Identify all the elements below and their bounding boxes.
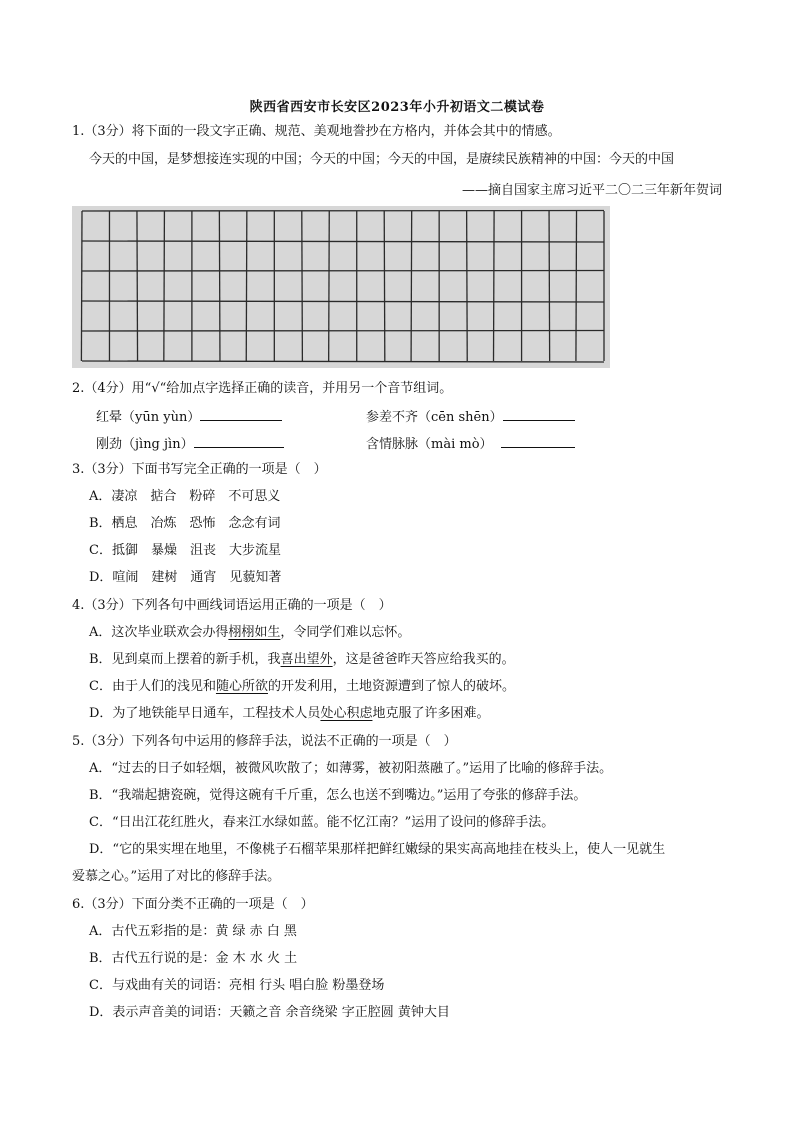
grid-line-vertical: [246, 211, 247, 361]
q4-option-a[interactable]: [89, 625, 410, 641]
q2-item-4: [366, 435, 575, 453]
q2-item-2: [366, 408, 575, 426]
q4-option-c[interactable]: [89, 679, 515, 695]
q2-answer-blank-3[interactable]: [194, 435, 284, 448]
q1-passage: 今天的中国，是梦想接连实现的中国；今天的中国；今天的中国，是赓续民族精神的中国：今天的中国: [89, 152, 675, 167]
writing-grid[interactable]: [72, 206, 610, 368]
grid-line-vertical: [81, 211, 82, 361]
grid-line-vertical: [384, 211, 385, 361]
grid-line-vertical: [302, 211, 303, 361]
q2-answer-blank-2[interactable]: [503, 408, 575, 421]
q5-option-d[interactable]: D．“它的果实埋在地里，不像桃子石榴苹果那样把鲜红嫩绿的果实高高地挂在枝头上，使人一见就生: [89, 842, 666, 857]
q4-option-d-underlined: 处心积虑: [320, 706, 373, 721]
q4-option-d-pre: D．为了地铁能早日通车，工程技术人员: [89, 706, 321, 721]
q4-option-b-pre: B．见到桌而上摆着的新手机，我: [89, 652, 281, 667]
q3-stem: 3.（3分）下面书写完全正确的一项是（ ）: [72, 462, 327, 477]
q6-option-d[interactable]: D．表示声音美的词语：天籁之音 余音绕梁 字正腔圆 黄钟大目: [89, 1005, 450, 1020]
grid-line-horizontal: [82, 271, 604, 272]
q1-source: ——摘自国家主席习近平二〇二三年新年贺词: [461, 183, 722, 198]
grid-line-horizontal: [82, 331, 604, 332]
q4-option-a-underlined: 栩栩如生: [228, 625, 281, 640]
q2-answer-blank-4[interactable]: [501, 435, 575, 448]
q5-option-c[interactable]: C．“日出江花红胜火，春来江水绿如蓝。能不忆江南？”运用了设问的修辞手法。: [89, 815, 555, 830]
exam-title: 陕西省西安市长安区2023年小升初语文二模试卷: [249, 100, 545, 115]
q6-option-b[interactable]: B．古代五行说的是：金 木 水 火 土: [89, 951, 298, 966]
grid-line-vertical: [137, 211, 138, 361]
q5-option-a[interactable]: A．“过去的日子如轻烟，被微风吹散了；如薄雾，被初阳蒸融了。”运用了比喻的修辞手法。: [89, 761, 613, 776]
grid-line-vertical: [164, 211, 165, 361]
q6-option-c[interactable]: C．与戏曲有关的词语：亮相 行头 唱白脸 粉墨登场: [89, 978, 385, 993]
q4-stem: 4.（3分）下列各句中画线词语运用正确的一项是（ ）: [72, 598, 392, 613]
q4-option-d-post: 地克服了许多困难。: [372, 706, 490, 721]
grid-line-horizontal: [82, 301, 604, 302]
q2-item-4-text: 含情脉脉（mài mò）: [366, 437, 493, 452]
grid-line-vertical: [329, 211, 330, 361]
grid-line-horizontal: [82, 211, 604, 212]
q2-item-1-text: 红晕（yūn yùn）: [96, 410, 201, 425]
q3-option-c[interactable]: C．抵御 暴燥 沮丧 大步流星: [89, 543, 281, 558]
q5-option-b[interactable]: B．“我端起搪瓷碗，觉得这碗有千斤重，怎么也送不到嘴边。”运用了夸张的修辞手法。: [89, 788, 587, 803]
grid-line-vertical: [467, 211, 468, 361]
grid-line-horizontal: [82, 241, 604, 242]
q4-option-b-post: ，这是爸爸昨天答应给我买的。: [332, 652, 515, 667]
q3-option-d[interactable]: D．喧闹 建树 通宵 见藐知著: [89, 570, 282, 585]
q2-answer-blank-1[interactable]: [200, 408, 282, 421]
grid-line-vertical: [494, 211, 495, 361]
q5-option-d-continued: 爱慕之心。”运用了对比的修辞手法。: [72, 869, 281, 884]
q2-item-3: [96, 435, 284, 453]
q3-option-a[interactable]: A．凄凉 掂合 粉碎 不可思义: [89, 489, 281, 504]
q2-stem: 2.（4分）用“√“给加点字选择正确的读音，并用另一个音节组词。: [72, 381, 453, 396]
q6-option-a[interactable]: A．古代五彩指的是：黄 绿 赤 白 黑: [89, 924, 297, 939]
grid-line-vertical: [576, 211, 577, 361]
q2-item-1: [96, 408, 282, 426]
q1-stem: 1.（3分）将下面的一段文字正确、规范、美观地誊抄在方格内，并体会其中的情感。: [72, 124, 561, 139]
q6-stem: 6.（3分）下面分类不正确的一项是（ ）: [72, 897, 314, 912]
q4-option-b[interactable]: [89, 652, 515, 668]
grid-line-vertical: [549, 211, 550, 361]
grid-line-vertical: [411, 211, 412, 361]
q4-option-d[interactable]: [89, 706, 489, 722]
q4-option-b-underlined: 喜出望外: [280, 652, 333, 667]
writing-grid-lines: [72, 206, 610, 368]
q4-option-c-underlined: 随心所欲: [215, 679, 268, 694]
q4-option-a-pre: A．这次毕业联欢会办得: [89, 625, 229, 640]
grid-line-horizontal: [82, 361, 604, 362]
q2-item-3-text: 刚劲（jìng jìn）: [96, 437, 194, 452]
grid-line-vertical: [219, 211, 220, 361]
q5-stem: 5.（3分）下列各句中运用的修辞手法，说法不正确的一项是（ ）: [72, 734, 457, 749]
q4-option-c-pre: C．由于人们的浅见和: [89, 679, 216, 694]
q3-option-b[interactable]: B．栖息 冶炼 恐怖 念念有词: [89, 516, 281, 531]
q4-option-c-post: 的开发利用，土地资源遭到了惊人的破坏。: [267, 679, 515, 694]
q4-option-a-post: ，令同学们难以忘怀。: [280, 625, 411, 640]
q2-item-2-text: 参差不齐（cēn shēn）: [366, 410, 503, 425]
